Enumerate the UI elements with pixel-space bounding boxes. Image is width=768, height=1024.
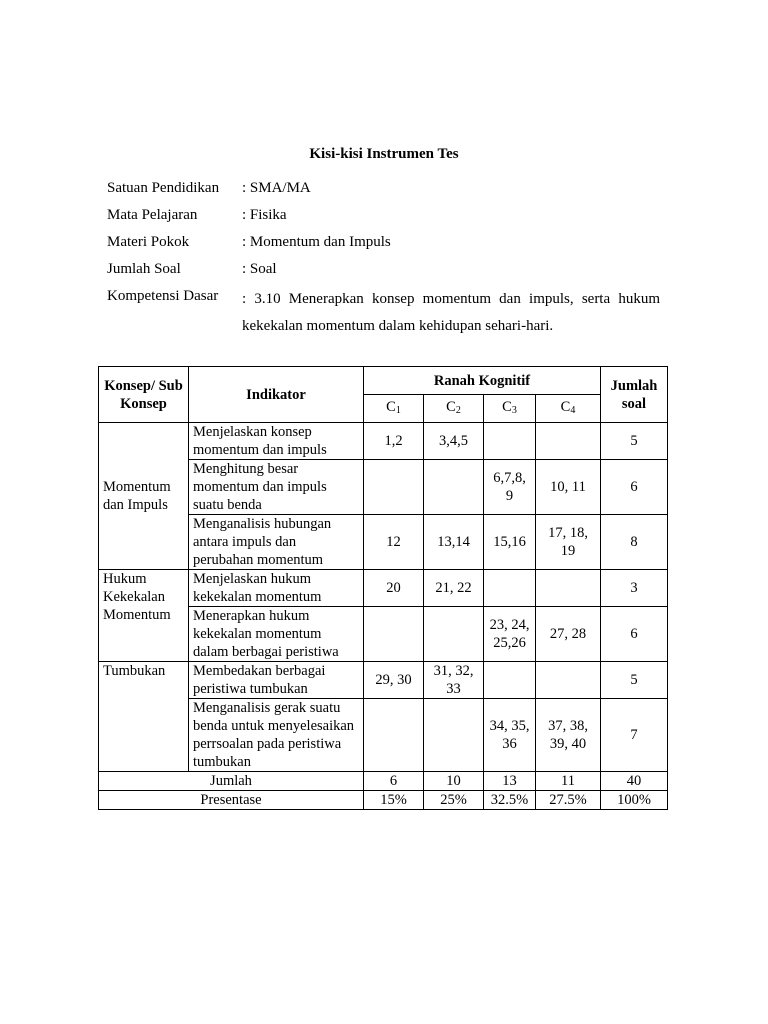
table-row xyxy=(99,423,668,460)
presentase-c4: 27.5% xyxy=(536,791,601,810)
c1-cell: 1,2 xyxy=(364,423,424,460)
jumlah-cell: 6 xyxy=(601,607,668,662)
header-c2 xyxy=(424,395,484,423)
info-value: : Momentum dan Impuls xyxy=(242,234,391,250)
jumlah-c2: 10 xyxy=(424,772,484,791)
c4-cell xyxy=(536,662,601,699)
info-value: : SMA/MA xyxy=(242,180,311,196)
kisi-kisi-table xyxy=(98,366,668,810)
jumlah-cell: 8 xyxy=(601,515,668,570)
c1-cell xyxy=(364,607,424,662)
c4-cell: 27, 28 xyxy=(536,607,601,662)
c2-cell xyxy=(424,699,484,772)
header-indikator: Indikator xyxy=(189,367,364,423)
c3-cell xyxy=(484,662,536,699)
presentase-c2: 25% xyxy=(424,791,484,810)
jumlah-cell: 7 xyxy=(601,699,668,772)
c2-cell xyxy=(424,607,484,662)
c2-cell: 3,4,5 xyxy=(424,423,484,460)
header-c4 xyxy=(536,395,601,423)
indikator-cell: Menjelaskan hukum kekekalan momentum xyxy=(189,570,364,607)
presentase-label: Presentase xyxy=(99,791,364,810)
c2-cell: 13,14 xyxy=(424,515,484,570)
konsep-cell: Hukum Kekekalan Momentum xyxy=(99,570,189,662)
header-c1 xyxy=(364,395,424,423)
indikator-cell: Membedakan berbagai peristiwa tumbukan xyxy=(189,662,364,699)
jumlah-c1: 6 xyxy=(364,772,424,791)
header-c1-sub: 1 xyxy=(395,404,401,416)
c2-cell: 31, 32, 33 xyxy=(424,662,484,699)
c3-cell: 6,7,8, 9 xyxy=(484,460,536,515)
page-title: Kisi-kisi Instrumen Tes xyxy=(309,146,459,162)
jumlah-label: Jumlah xyxy=(99,772,364,791)
jumlah-c4: 11 xyxy=(536,772,601,791)
header-c3-letter: C xyxy=(502,398,512,415)
info-label: Mata Pelajaran xyxy=(107,207,198,223)
jumlah-cell: 5 xyxy=(601,423,668,460)
jumlah-cell: 6 xyxy=(601,460,668,515)
c4-cell: 37, 38, 39, 40 xyxy=(536,699,601,772)
c4-cell xyxy=(536,423,601,460)
c2-cell: 21, 22 xyxy=(424,570,484,607)
indikator-cell: Menerapkan hukum kekekalan momentum dalam berbagai peristiwa xyxy=(189,607,364,662)
indikator-cell: Menghitung besar momentum dan impuls suatu benda xyxy=(189,460,364,515)
info-value: : Fisika xyxy=(242,207,287,223)
header-c2-sub: 2 xyxy=(455,404,461,416)
presentase-total: 100% xyxy=(601,791,668,810)
presentase-row xyxy=(99,791,668,810)
jumlah-cell: 5 xyxy=(601,662,668,699)
header-c2-letter: C xyxy=(446,398,456,415)
c1-cell: 29, 30 xyxy=(364,662,424,699)
header-c1-letter: C xyxy=(386,398,396,415)
c3-cell: 34, 35, 36 xyxy=(484,699,536,772)
header-c3-sub: 3 xyxy=(511,404,517,416)
jumlah-cell: 3 xyxy=(601,570,668,607)
indikator-cell: Menganalisis gerak suatu benda untuk menyelesaikan perrsoalan pada peristiwa tumbukan xyxy=(189,699,364,772)
c1-cell xyxy=(364,460,424,515)
c1-cell: 20 xyxy=(364,570,424,607)
header-ranah-kognitif: Ranah Kognitif xyxy=(364,367,601,395)
c2-cell xyxy=(424,460,484,515)
c4-cell: 17, 18, 19 xyxy=(536,515,601,570)
c3-cell: 15,16 xyxy=(484,515,536,570)
c3-cell xyxy=(484,423,536,460)
table-row xyxy=(99,570,668,607)
header-c3 xyxy=(484,395,536,423)
presentase-c1: 15% xyxy=(364,791,424,810)
info-label: Satuan Pendidikan xyxy=(107,180,220,196)
header-jumlah-soal: Jumlah soal xyxy=(601,367,668,423)
kompetensi-dasar-text: : 3.10 Menerapkan konsep momentum dan impuls, serta hukum kekekalan momentum dalam kehidupan sehari-hari. xyxy=(242,291,660,334)
jumlah-c3: 13 xyxy=(484,772,536,791)
c1-cell: 12 xyxy=(364,515,424,570)
header-konsep: Konsep/ Sub Konsep xyxy=(99,367,189,423)
header-c4-letter: C xyxy=(560,398,571,415)
info-label: Materi Pokok xyxy=(107,234,190,250)
presentase-c3: 32.5% xyxy=(484,791,536,810)
c3-cell: 23, 24, 25,26 xyxy=(484,607,536,662)
info-label: Jumlah Soal xyxy=(107,261,181,277)
info-label: Kompetensi Dasar xyxy=(107,288,219,304)
table-row xyxy=(99,662,668,699)
jumlah-total: 40 xyxy=(601,772,668,791)
info-value: : Soal xyxy=(242,261,277,277)
indikator-cell: Menjelaskan konsep momentum dan impuls xyxy=(189,423,364,460)
indikator-cell: Menganalisis hubungan antara impuls dan perubahan momentum xyxy=(189,515,364,570)
c3-cell xyxy=(484,570,536,607)
c1-cell xyxy=(364,699,424,772)
jumlah-row xyxy=(99,772,668,791)
konsep-cell: Momentum dan Impuls xyxy=(99,423,189,570)
konsep-cell: Tumbukan xyxy=(99,662,189,772)
c4-cell: 10, 11 xyxy=(536,460,601,515)
c4-cell xyxy=(536,570,601,607)
header-c4-sub: 4 xyxy=(570,404,576,416)
